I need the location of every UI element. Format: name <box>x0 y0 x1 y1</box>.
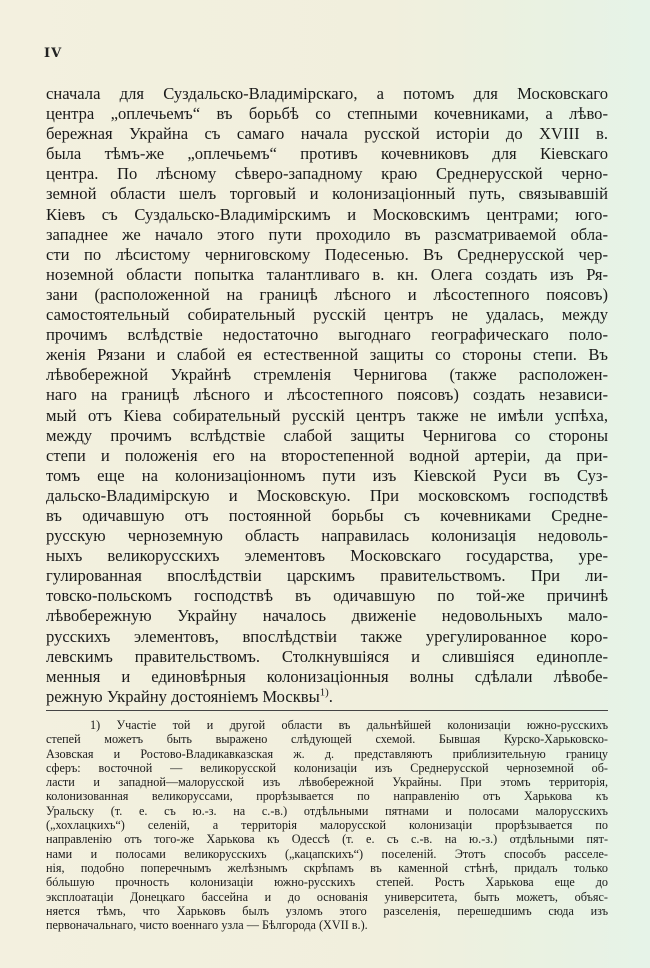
text-line: томъ еще на колонизаціонномъ пути изъ Кіевской Руси въ Суз- <box>46 465 608 485</box>
main-text <box>46 84 608 707</box>
text-line: была тѣмъ-же „оплечьемъ“ противъ кочевниковъ для Кіевскаго <box>46 144 608 164</box>
footnote-line: ласти и западной—малорусской изъ лѣвобережной Украйны. При этомъ территорія, <box>46 775 608 790</box>
text-line-last: режную Украйну достояніемъ Москвы$^{1)}$. <box>46 686 333 706</box>
text-line: степи и положенія его на второстепенной водной артеріи, да при- <box>46 445 608 465</box>
text-line: зани (расположенной на границѣ лѣсного и лѣсостепного поясовъ) <box>46 284 608 304</box>
text-line-content: режную Украйну достояніемъ Москвы <box>46 686 320 706</box>
text-line: женія Рязани и слабой ея естественной защиты со стороны степи. Въ <box>46 345 608 365</box>
text-line: ныхъ великорусскихъ элементовъ Московскаго государства, уре- <box>46 546 608 566</box>
footnote <box>46 718 608 932</box>
text-line: сти по лѣсистому черниговскому Подесенью. Въ Среднерусской чер- <box>46 244 608 264</box>
footnote-marker: 1) <box>319 686 329 699</box>
footnote-line: няется тѣмъ, что Харьковъ былъ узломъ этого разселенія, перешедшимъ сюда изъ <box>46 903 608 918</box>
footnote-line: бóльшую прочность колонизаціи южно-русскихъ степей. Ростъ Харькова еще до <box>46 875 608 890</box>
text-line: западнее же начало этого пути проходило въ разсматриваемой обла- <box>46 224 608 244</box>
text-line: сначала для Суздальско-Владимірскаго, а потомъ для Московскаго <box>46 84 608 103</box>
text-line: левскимъ правительствомъ. Столкнувшіяся и слившіяся единопле- <box>46 646 608 666</box>
footnote-line: степей можетъ быть выражено слѣдующей схемой. Бывшая Курско-Харьковско- <box>46 732 608 747</box>
footnote-line: нія, подобно поперечнымъ желѣзнымъ скрѣпамъ въ каменной стѣнѣ, придалъ только <box>46 860 608 875</box>
footnote-line: 1) Участіе той и другой области въ дальнѣйшей колонизаціи южно-русскихъ <box>90 718 608 732</box>
text-line: дальско-Владимірскую и Московскую. При московскомъ господствѣ <box>46 485 608 505</box>
text-line: товско-польскомъ господствѣ въ одичавшую по той-же причинѣ <box>46 586 608 606</box>
text-line: лѣвобережной Украйнѣ стремленія Чернигова (также расположен- <box>46 365 608 385</box>
page-number: IV <box>44 46 63 61</box>
text-line: центра. По лѣсному сѣверо-западному краю Среднерусской черно- <box>46 164 608 184</box>
footnote-divider <box>46 710 608 711</box>
footnote-line: („хохлацкихъ“) селеній, а территорія малорусской колонизаціи прорѣзывается по <box>46 818 608 833</box>
text-line: менныя и единовѣрныя колонизаціонныя волны сдѣлали лѣвобе- <box>46 666 608 686</box>
text-line: прочимъ вслѣдствіе недостаточно выгоднаго географическаго поло- <box>46 325 608 345</box>
footnote-line: Азовская и Ростово-Владикавказская ж. д. представляютъ приблизительную границу <box>46 746 608 761</box>
text-line: между прочимъ вслѣдствіе слабой защиты Чернигова со стороны <box>46 425 608 445</box>
footnote-line: колонизованная великоруссами, прорѣзывается по направленію отъ Харькова къ <box>46 789 608 804</box>
text-line: Кіевъ съ Суздальско-Владимірскимъ и Московскимъ центрами; юго- <box>46 204 608 224</box>
footnote-line: Уральску (т. е. съ ю.-з. на с.-в.) отдѣльными пятнами и полосами малорусскихъ <box>46 803 608 818</box>
text-line: земной области шелъ торговый и колонизаціонный путь, связывавшій <box>46 184 608 204</box>
text-line: самостоятельный собирательный русскій центръ не удалась, между <box>46 305 608 325</box>
text-line: бережная Украйна съ самаго начала русской исторіи до XVIII в. <box>46 124 608 144</box>
text-line: ноземной области попытка талантливаго в. кн. Олега создать изъ Ря- <box>46 264 608 284</box>
footnote-line: эксплоатаціи Донецкаго бассейна и до основанія университета, быть можетъ, объяс- <box>46 889 608 904</box>
text-line: въ одичавшую отъ постоянной борьбы съ кочевниками Средне- <box>46 505 608 525</box>
footnote-line: первоначальнаго, чисто военнаго узла — Бѣлгорода (XVII в.). <box>46 918 368 933</box>
text-line: наго на границѣ лѣсного и лѣсостепного поясовъ) создать независи- <box>46 385 608 405</box>
text-line: русскую черноземную область направилась колонизація недоволь- <box>46 526 608 546</box>
footnote-line: нами и полосами великорусскихъ („кацапскихъ“) поселеній. Этотъ способъ расселе- <box>46 846 608 861</box>
text-line: центра „оплечьемъ“ въ борьбѣ со степными кочевниками, а лѣво- <box>46 104 608 124</box>
text-line: мый отъ Кіева собирательный русскій центръ также не имѣли успѣха, <box>46 405 608 425</box>
text-line: русскихъ элементовъ, впослѣдствіи также урегулированное коро- <box>46 626 608 646</box>
footnote-line: направленію отъ того-же Харькова къ Одессѣ (т. е. съ с.-в. на ю.-з.) отдѣльными пят- <box>46 832 608 847</box>
footnote-line: сферъ: восточной — великорусской колонизаціи изъ Среднерусской черноземной об- <box>46 760 608 775</box>
text-line: лѣвобережную Украйну началось движеніе недовольныхъ мало- <box>46 606 608 626</box>
text-line: гулированная впослѣдствіи царскимъ правительствомъ. При ли- <box>46 566 608 586</box>
